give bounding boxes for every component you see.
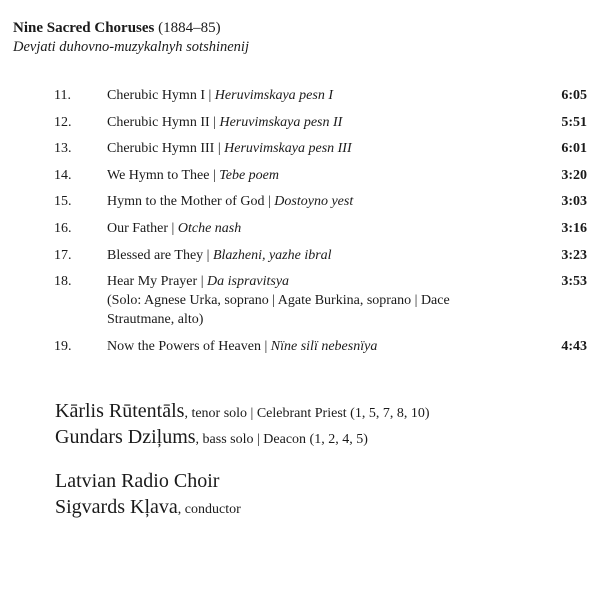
track-row [0,246,600,265]
work-title: Nine Sacred Choruses [13,20,155,36]
track-duration: 4:43 [561,338,587,354]
performer-name: Sigvards Kļava [55,496,178,518]
separator: | [197,274,207,290]
track-number: 18. [54,274,72,290]
track-title: Cherubic Hymn I [107,88,205,103]
track-alt-title: Nïne silï nebesnïya [270,338,378,354]
track-title: Now the Powers of Heaven [107,338,261,354]
track-number: 11. [54,88,71,103]
performer-role: , tenor solo | Celebrant Priest (1, 5, 7, 8, 10) [184,406,430,421]
separator: | [168,220,178,236]
track-number: 16. [54,220,72,236]
performer-name: Kārlis Rūtentāls [55,400,185,422]
track-title: We Hymn to Thee [107,167,210,183]
track-alt-title: Heruvimskaya pesn II [219,114,343,130]
separator: | [204,88,215,103]
track-row [0,113,600,132]
separator: | [264,194,275,210]
track-alt-title: Heruvimskaya pesn I [214,88,333,103]
track-row [0,166,600,185]
track-alt-title: Blazheni, yazhe ibral [212,247,332,263]
track-number: 17. [54,247,72,263]
separator: | [260,338,271,354]
track-title: Hear My Prayer [107,274,198,290]
performer-role: , bass solo | Deacon (1, 2, 4, 5) [195,432,368,447]
track-row [0,192,600,211]
track-number: 14. [54,167,72,183]
track-title: Our Father [107,220,169,236]
performer-name: Latvian Radio Choir [55,470,220,492]
separator: | [209,167,220,183]
track-title: Blessed are They [107,247,204,263]
performer [55,468,219,497]
track-list [0,86,600,363]
track-duration: 6:05 [561,88,587,103]
separator: | [214,141,225,157]
track-row [0,272,600,329]
performer-role: , conductor [177,502,241,517]
track-number: 12. [54,114,72,130]
performer [55,494,241,523]
track-duration: 3:20 [561,167,587,183]
track-row [0,86,600,105]
track-alt-title: Otche nash [177,220,242,236]
work-years: (1884–85) [158,20,221,36]
track-number: 13. [54,141,72,157]
track-duration: 3:53 [561,274,587,290]
track-row [0,219,600,238]
track-duration: 5:51 [561,114,587,130]
track-number: 19. [54,338,72,354]
track-note: (Solo: Agnese Urka, soprano | Agate Burkina, soprano | Dace Strautmane, alto) [107,293,450,328]
track-row [0,337,600,356]
performer [55,424,368,453]
separator: | [209,114,220,130]
performer-name: Gundars Dziļums [55,426,196,448]
track-duration: 3:16 [561,220,587,236]
track-title: Cherubic Hymn II [107,114,210,130]
track-alt-title: Tebe poem [219,167,280,183]
work-header [13,19,249,57]
performer [55,398,429,427]
track-title: Cherubic Hymn III [107,141,215,157]
track-title: Hymn to the Mother of God [107,194,265,210]
track-alt-title: Heruvimskaya pesn III [224,141,352,157]
track-duration: 3:03 [561,194,587,210]
track-alt-title: Da ispravitsya [207,274,290,290]
separator: | [203,247,213,263]
track-duration: 6:01 [561,141,587,157]
track-duration: 3:23 [561,247,587,263]
track-number: 15. [54,194,72,210]
work-subtitle: Devjati duhovno-muzykalnyh sotshinenij [13,39,249,55]
track-row [0,139,600,158]
track-alt-title: Dostoyno yest [274,194,354,210]
